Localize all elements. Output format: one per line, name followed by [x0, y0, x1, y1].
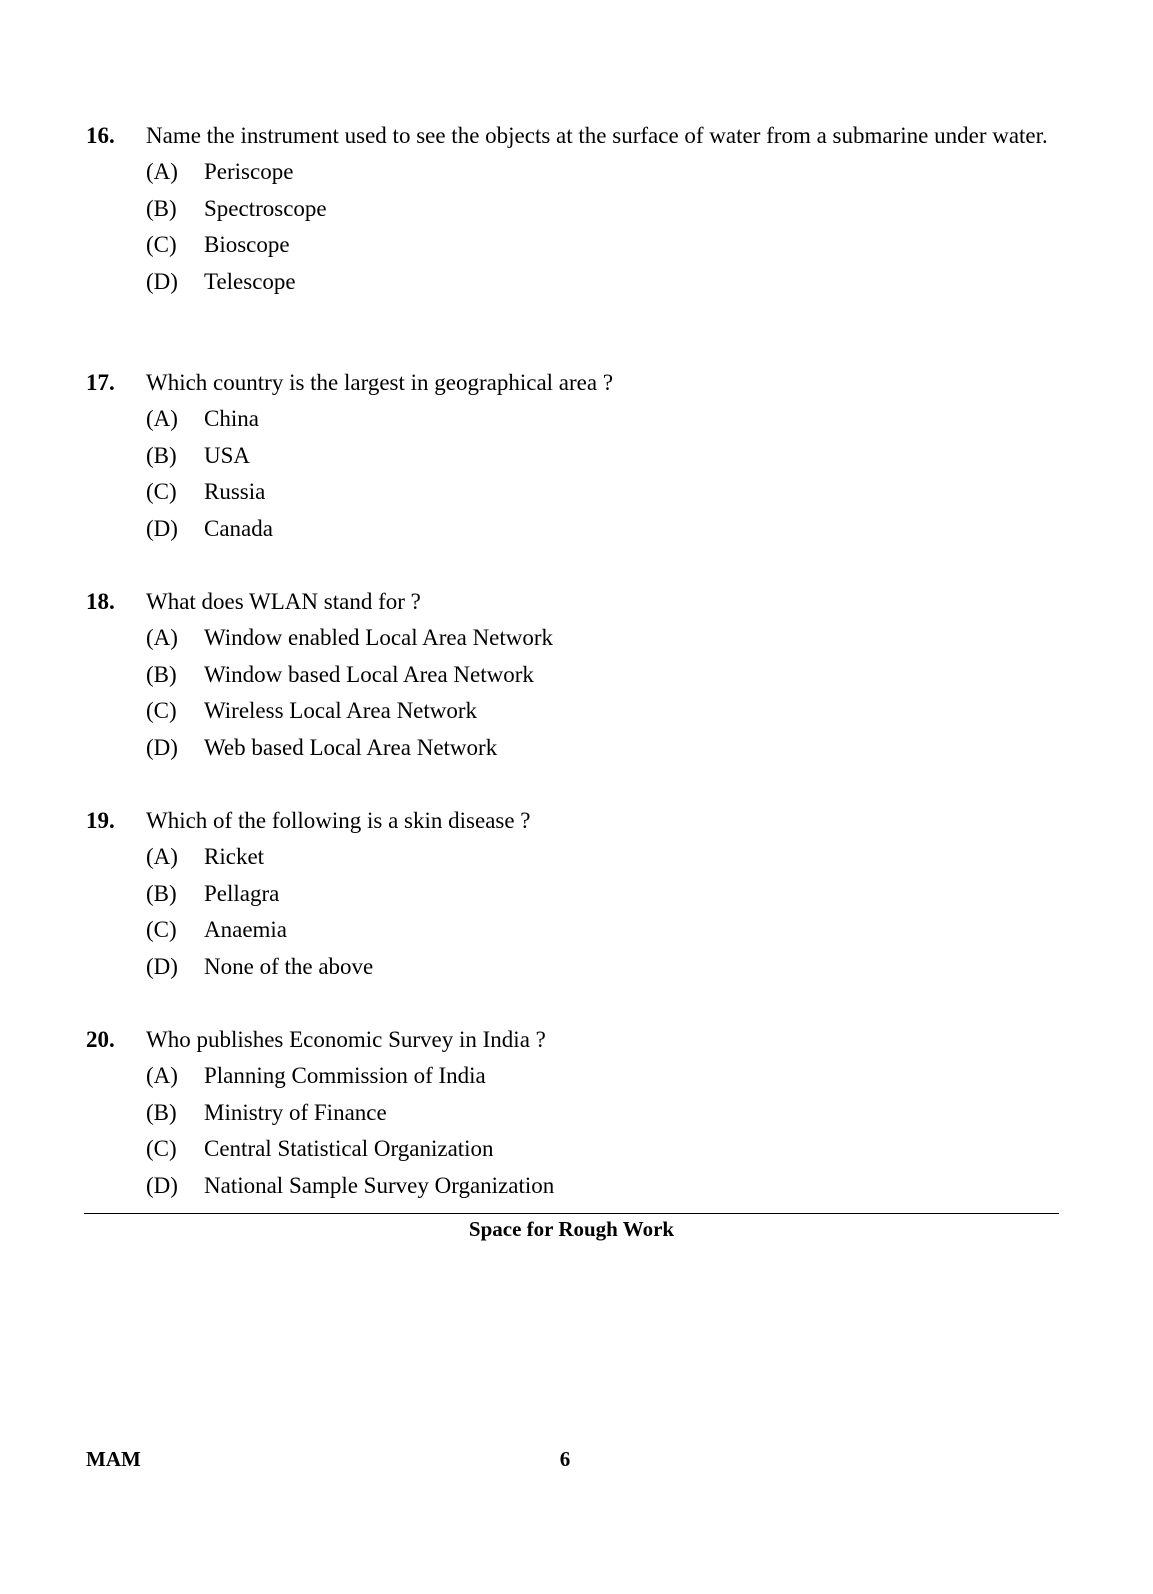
option-label: (C) [146, 1136, 177, 1161]
question-17 [86, 368, 1061, 550]
option-c [146, 230, 1061, 267]
option-text: Ministry of Finance [204, 1099, 387, 1125]
option-d [146, 952, 1061, 989]
option-text: National Sample Survey Organization [204, 1172, 555, 1198]
option-text: Periscope [204, 159, 294, 184]
question-number: 16. [86, 123, 115, 148]
option-text: Canada [204, 515, 273, 541]
option-text: Planning Commission of India [204, 1063, 486, 1088]
option-list [146, 1061, 1061, 1207]
option-label: (C) [146, 698, 177, 723]
option-label: (B) [146, 195, 177, 221]
option-text: China [204, 406, 259, 431]
option-label: (B) [146, 661, 177, 687]
question-number: 17. [86, 370, 115, 395]
option-text: Wireless Local Area Network [204, 698, 478, 723]
option-a [146, 623, 1061, 660]
question-16 [86, 121, 1061, 303]
option-text: Window based Local Area Network [204, 661, 534, 687]
option-text: Anaemia [204, 917, 288, 942]
option-d [146, 267, 1061, 304]
option-label: (D) [146, 953, 178, 979]
option-label: (B) [146, 442, 177, 468]
option-d [146, 514, 1061, 551]
option-d [146, 1171, 1061, 1208]
option-text: Central Statistical Organization [204, 1136, 494, 1161]
footer-page-number: 6 [559, 1447, 571, 1471]
question-text: Which country is the largest in geographical area ? [146, 370, 614, 395]
option-c [146, 1134, 1061, 1171]
option-label: (A) [146, 406, 178, 431]
question-number: 19. [86, 808, 115, 833]
question-20 [86, 1025, 1061, 1207]
option-label: (D) [146, 268, 178, 294]
option-list [146, 623, 1061, 769]
option-label: (C) [146, 917, 177, 942]
option-text: Window enabled Local Area Network [204, 625, 554, 650]
option-list [146, 404, 1061, 550]
option-label: (B) [146, 1099, 177, 1125]
option-text: Telescope [204, 268, 296, 294]
horizontal-divider [84, 1213, 1059, 1214]
question-text: Who publishes Economic Survey in India ? [146, 1027, 546, 1052]
option-text: USA [204, 442, 251, 468]
option-b [146, 194, 1061, 231]
option-a [146, 404, 1061, 441]
option-b [146, 660, 1061, 697]
question-text: Name the instrument used to see the objects at the surface of water from a submarine under water. [146, 123, 1048, 148]
question-number: 20. [86, 1027, 115, 1052]
option-b [146, 1098, 1061, 1135]
option-label: (B) [146, 880, 177, 906]
option-label: (A) [146, 625, 178, 650]
option-label: (A) [146, 1063, 178, 1088]
option-text: Spectroscope [204, 195, 327, 221]
option-label: (D) [146, 515, 178, 541]
option-label: (A) [146, 844, 178, 869]
option-label: (D) [146, 1172, 178, 1198]
option-a [146, 157, 1061, 194]
option-label: (C) [146, 479, 177, 504]
option-d [146, 733, 1061, 770]
option-text: None of the above [204, 953, 374, 979]
option-label: (A) [146, 159, 178, 184]
option-c [146, 696, 1061, 733]
option-c [146, 477, 1061, 514]
option-list [146, 157, 1061, 303]
question-text: What does WLAN stand for ? [146, 589, 421, 614]
option-b [146, 441, 1061, 478]
option-c [146, 915, 1061, 952]
rough-work-heading: Space for Rough Work [468, 1217, 675, 1241]
option-text: Pellagra [204, 880, 280, 906]
question-text: Which of the following is a skin disease ? [146, 808, 531, 833]
option-text: Russia [204, 479, 266, 504]
option-b [146, 879, 1061, 916]
option-label: (C) [146, 232, 177, 257]
option-label: (D) [146, 734, 178, 760]
option-list [146, 842, 1061, 988]
question-number: 18. [86, 589, 115, 614]
question-18 [86, 587, 1061, 769]
question-19 [86, 806, 1061, 988]
footer-paper-code: MAM [86, 1447, 141, 1471]
option-a [146, 842, 1061, 879]
option-a [146, 1061, 1061, 1098]
option-text: Web based Local Area Network [204, 734, 498, 760]
option-text: Bioscope [204, 232, 290, 257]
option-text: Ricket [204, 844, 265, 869]
